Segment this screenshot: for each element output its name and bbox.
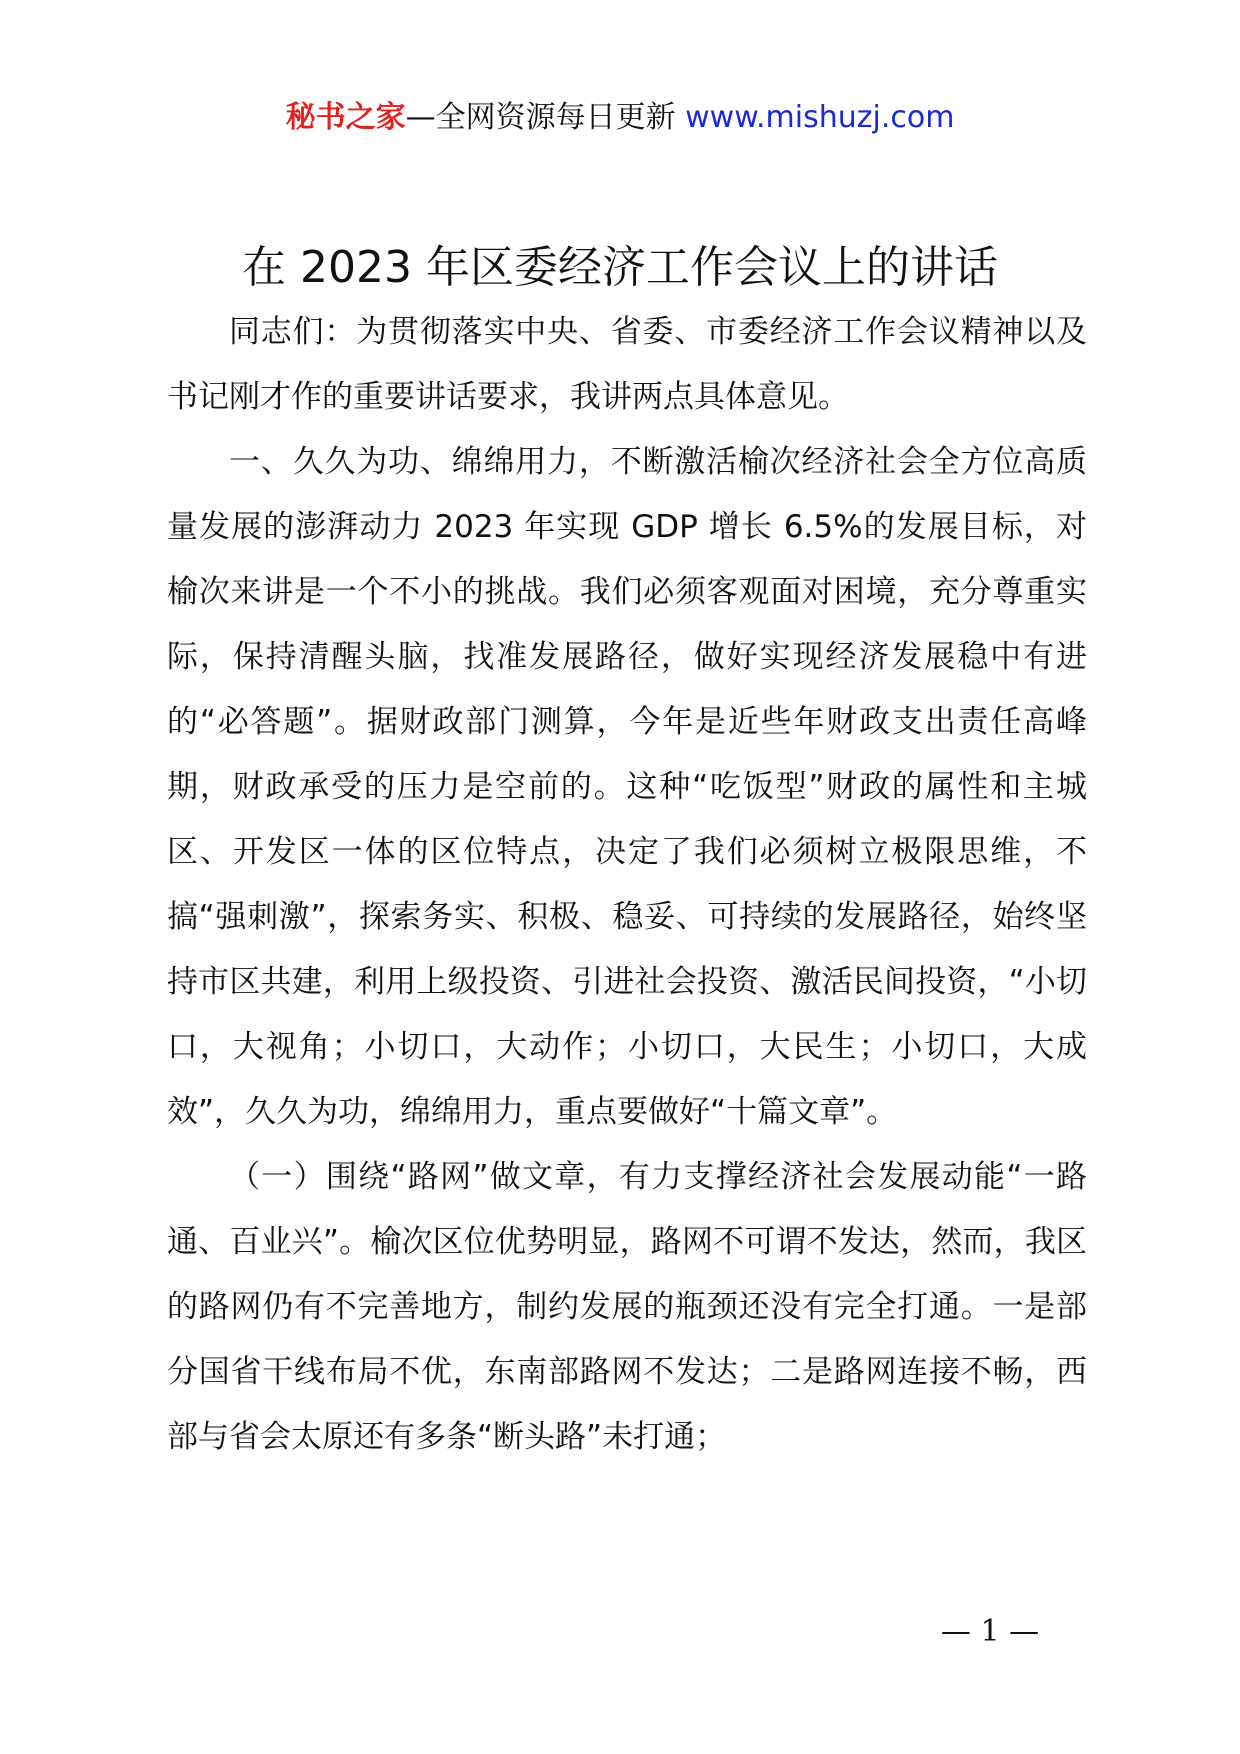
paragraph-subsection-one: （一）围绕“路网”做文章，有力支撑经济社会发展动能“一路通、百业兴”。榆次区位优势明显，路网不可谓不发达，然而，我区的路网仍有不完善地方，制约发展的瓶颈还没有完全打通。一是部分国省干线布局不优，东南部路网不发达；二是路网连接不畅，西部与省会太原还有多条“断头路”未打通； [167,1159,1087,1455]
site-tagline: —全网资源每日更新 [405,100,686,135]
paragraph-greeting: 同志们：为贯彻落实中央、省委、市委经济工作会议精神以及书记刚才作的重要讲话要求，我讲两点具体意见。 [167,314,1087,415]
document-body [167,300,1087,1470]
site-header [0,98,1240,138]
site-url-link[interactable]: www.mishuzj.com [685,100,955,135]
page-number: — 1 — [940,1614,1040,1649]
site-brand: 秘书之家 [285,100,406,135]
document-title: 在 2023 年区委经济工作会议上的讲话 [242,242,998,293]
paragraph-section-one: 一、久久为功、绵绵用力，不断激活榆次经济社会全方位高质量发展的澎湃动力 2023 年实现 GDP 增长 6.5%的发展目标，对榆次来讲是一个不小的挑战。我们必须客观面对困境，充分尊重实际，保持清醒头脑，找准发展路径，做好实现经济发展稳中有进的“必答题”。据财政部门测算，今年是近些年财政支出责任高峰期，财政承受的压力是空前的。这种“吃饭型”财政的属性和主城区、开发区一体的区位特点，决定了我们必须树立极限思维，不搞“强刺激”，探索务实、积极、稳妥、可持续的发展路径，始终坚持市区共建，利用上级投资、引进社会投资、激活民间投资，“小切口，大视角；小切口，大动作；小切口，大民生；小切口，大成效”，久久为功，绵绵用力，重点要做好“十篇文章”。 [167,444,1087,1130]
